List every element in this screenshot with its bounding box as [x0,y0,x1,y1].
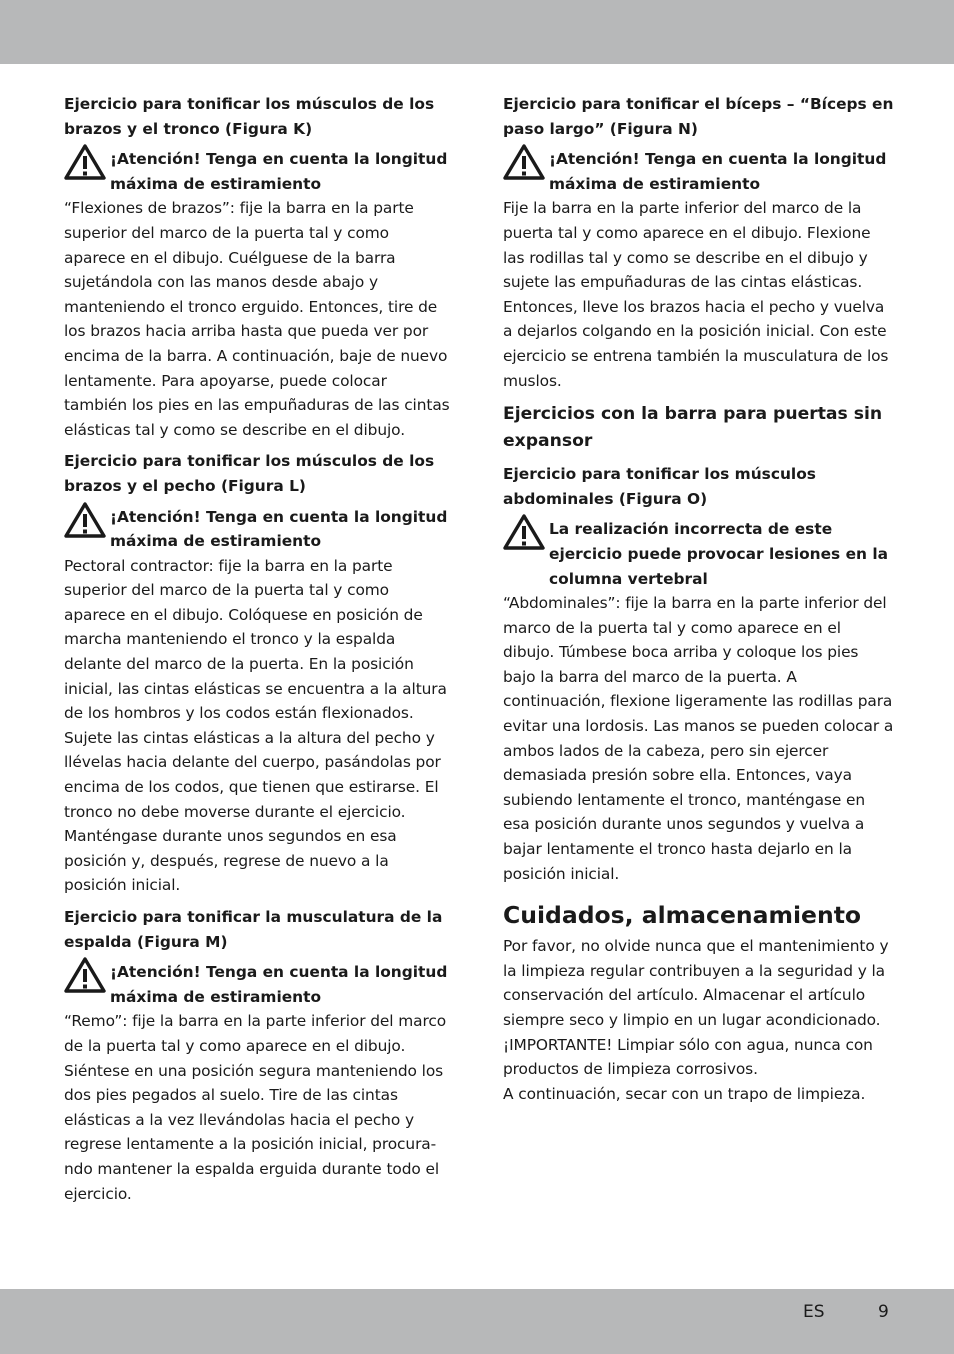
warning-text: La realización incorrecta de este ejercicio puede provocar lesiones en la columna vertebral [549,520,888,588]
section-title-k: Ejercicio para tonificar los músculos de los brazos y el tronco (Figura K) [64,95,435,138]
warning-triangle-icon [64,502,106,538]
right-column [503,92,895,1106]
section-title-m: Ejercicio para tonificar la musculatura de la espalda (Figura M) [64,908,443,951]
warning-m [64,960,454,1009]
language-code: ES [803,1302,825,1322]
warning-k [64,147,454,196]
care-paragraph-2: ¡IMPORTANTE! Limpiar sólo con agua, nunca con productos de limpieza corrosivos. [503,1035,873,1079]
care-heading: Cuidados, almacenamiento [503,901,862,930]
paragraph-n: Fije la barra en la parte inferior del marco de la puerta tal y como aparece en el dibujo. Flexione las rodillas tal y como se describe en el dibujo y sujete las empuñaduras de las cintas elásticas. Entonces, lleve los brazos hacia el pecho y vuelva a dejarlos colgando en la posición inicial. Con este ejercicio se entrena también la musculatura de los muslos. [503,199,889,390]
warning-triangle-icon [503,514,545,550]
section-title-l: Ejercicio para tonificar los músculos de los brazos y el pecho (Figura L) [64,452,435,495]
page-number: 9 [878,1302,889,1322]
warning-triangle-icon [64,144,106,180]
warning-triangle-icon [503,144,545,180]
warning-text: ¡Atención! Tenga en cuenta la longitud máxima de estiramiento [549,150,887,193]
warning-text: ¡Atención! Tenga en cuenta la longitud máxima de estiramiento [110,150,448,193]
paragraph-k: “Flexiones de brazos”: fije la barra en la parte superior del marco de la puerta tal y como aparece en el dibujo. Cuélguese de la barra sujetándola con las manos desde abajo y manteniendo el tronco erguido. Entonces, tire de los brazos hacia arriba hasta que pueda ver por encima de la barra. A continuación, baje de nuevo lentamente. Para apoyarse, puede colocar también los pies en las empuñaduras de las cintas elásticas tal y como se describe en el dibujo. [64,199,450,439]
paragraph-o: “Abdominales”: fije la barra en la parte inferior del marco de la puerta tal y como aparece en el dibujo. Túmbese boca arriba y coloque los pies bajo la barra del marco de la puerta. A continuación, flexione ligeramente las rodillas para evitar una lordosis. Las manos se pueden colocar a ambos lados de la cabeza, pero sin ejercer demasiada presión sobre ella. Entonces, vaya subiendo lentamente el tronco, manténgase en esa posición durante unos segundos y vuelva a bajar lentamente el tronco hasta dejarlo en la posición inicial. [503,594,894,883]
warning-text: ¡Atención! Tenga en cuenta la longitud máxima de estiramiento [110,507,448,551]
warning-l [64,505,454,554]
paragraph-l: Pectoral contractor: fije la barra en la parte superior del marco de la puerta tal y como aparece en el dibujo. Colóquese en posición de marcha manteniendo el tronco y la espalda delante del marco de la puerta. En la posición inicial, las cintas elásticas se encuentra a la altura de los hombros y los codos están flexionados. Sujete las cintas elásticas a la altura del pecho y llévelas hacia delante del cuerpo, pasándolas por encima de los codos, que tienen que estirarse. El tronco no debe moverse durante el ejercicio. Manténgase durante unos segundos en esa posición y, después, regrese de nuevo a la posición inicial. [64,556,447,895]
warning-triangle-icon [64,957,106,993]
paragraph-m: “Remo”: fije la barra en la parte inferior del marco de la puerta tal y como aparece en el dibujo. Siéntese en una posición segura manteniendo los dos pies pegados al suelo. Tire de las cintas elásticas a la vez llevándolas hacia el pecho y regrese lentamente a la posición inicial, procurando mantener la espalda erguida durante todo el ejercicio. [64,1012,447,1203]
warning-text: ¡Atención! Tenga en cuenta la longitud máxima de estiramiento [110,963,448,1006]
left-column [64,92,454,1206]
header-bar [0,0,954,64]
warning-o [503,517,895,591]
section-title-no-expander: Ejercicios con la barra para puertas sin expansor [503,404,883,452]
care-paragraph-1: Por favor, no olvide nunca que el mantenimiento y la limpieza regular contribuyen a la seguridad y la conservación del artículo. Almacenar el artículo siempre seco y limpio en un lugar acondicionado. [503,937,889,1029]
section-title-n: Ejercicio para tonificar el bíceps – “Bíceps en paso largo” (Figura N) [503,95,894,138]
warning-n [503,147,895,196]
care-paragraph-3: A continuación, secar con un trapo de limpieza. [503,1084,866,1103]
section-title-o: Ejercicio para tonificar los músculos abdominales (Figura O) [503,465,816,508]
